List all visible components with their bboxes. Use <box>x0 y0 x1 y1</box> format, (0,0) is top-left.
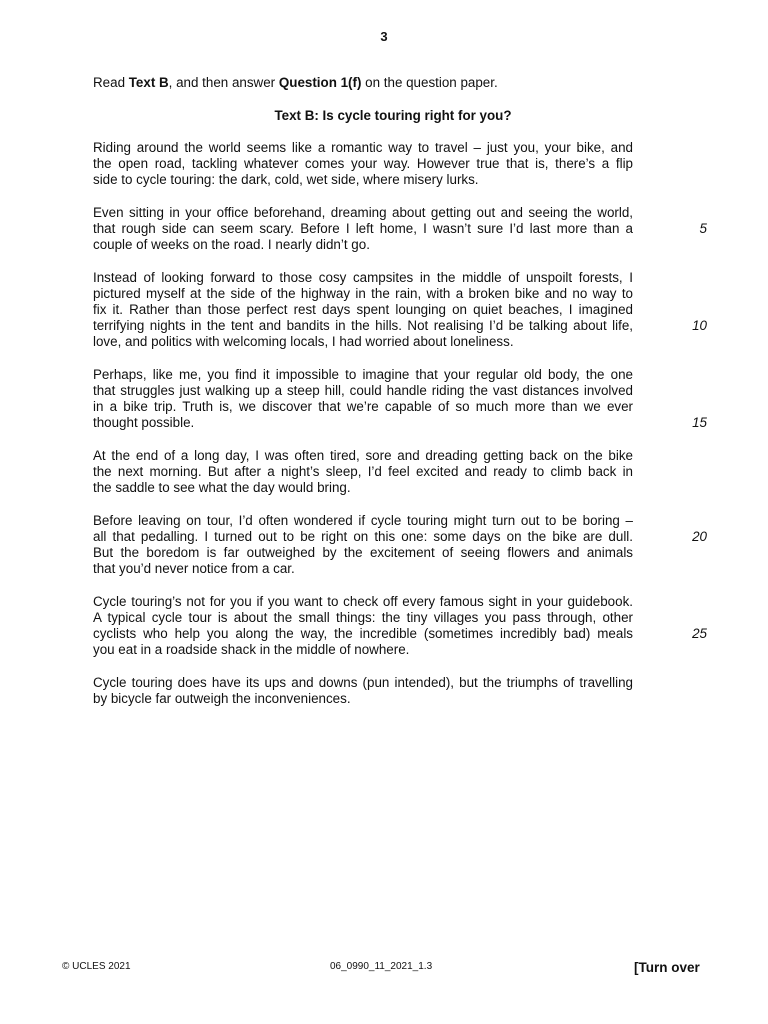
passage-line: the saddle to see what the day would bring. <box>93 480 351 495</box>
passage-line: Before leaving on tour, I’d often wondered if cycle touring might turn out to be boring – <box>93 513 633 528</box>
copyright-notice: © UCLES 2021 <box>62 961 131 972</box>
passage-line: by bicycle far outweigh the inconveniences. <box>93 691 351 706</box>
passage-line: fix it. Rather than those perfect rest days spent lounging on quiet beaches, I imagined <box>93 302 633 317</box>
passage-line: you eat in a roadside shack in the middle of nowhere. <box>93 642 410 657</box>
passage-line: couple of weeks on the road. I nearly didn’t go. <box>93 237 370 252</box>
passage-title: Text B: Is cycle touring right for you? <box>274 108 512 123</box>
passage-line: the open road, tackling whatever comes your way. However true that is, there’s a flip <box>93 156 633 171</box>
passage-line: Cycle touring does have its ups and downs (pun intended), but the triumphs of travelling <box>93 675 633 690</box>
passage-line: Cycle touring’s not for you if you want to check off every famous sight in your guidebook. <box>93 594 633 609</box>
line-number: 5 <box>699 221 707 236</box>
page-number: 3 <box>380 29 388 44</box>
passage-line: that struggles just walking up a steep hill, could handle riding the vast distances involved <box>93 383 633 398</box>
passage-line: cyclists who help you along the way, the incredible (sometimes incredibly bad) meals <box>93 626 633 641</box>
passage-line: in a bike trip. Truth is, we discover that we’re capable of so much more than we ever <box>93 399 633 414</box>
instruction-post: on the question paper. <box>361 75 498 90</box>
question-reference: Question 1(f) <box>278 75 362 90</box>
passage-line: terrifying nights in the tent and bandits in the hills. Not realising I’d be talking about life, <box>93 318 633 333</box>
document-code: 06_0990_11_2021_1.3 <box>330 961 433 972</box>
text-reference: Text B <box>128 75 169 90</box>
passage-line: love, and politics with welcoming locals, I had worried about loneliness. <box>93 334 514 349</box>
passage-line: At the end of a long day, I was often tired, sore and dreading getting back on the bike <box>93 448 633 463</box>
passage-line: A typical cycle tour is about the small things: the tiny villages you pass through, other <box>93 610 633 625</box>
passage-line: But the boredom is far outweighed by the excitement of seeing flowers and animals <box>93 545 633 560</box>
passage-line: that rough side can seem scary. Before I left home, I wasn’t sure I’d last more than a <box>93 221 633 236</box>
passage-line: all that pedalling. I turned out to be right on this one: some days on the bike are dull. <box>93 529 633 544</box>
passage-line: the next morning. But after a night’s sleep, I’d feel excited and ready to climb back in <box>93 464 633 479</box>
passage-line: Even sitting in your office beforehand, dreaming about getting out and seeing the world, <box>93 205 633 220</box>
turn-over-label: [Turn over <box>634 960 700 975</box>
passage-line: that you’d never notice from a car. <box>93 561 295 576</box>
passage-line: pictured myself at the side of the highway in the rain, with a broken bike and no way to <box>93 286 633 301</box>
passage-line: Perhaps, like me, you find it impossible to imagine that your regular old body, the one <box>93 367 633 382</box>
line-number: 15 <box>692 415 707 430</box>
instruction <box>93 75 653 91</box>
line-number: 25 <box>692 626 707 641</box>
passage-line: Riding around the world seems like a romantic way to travel – just you, your bike, and <box>93 140 633 155</box>
instruction-mid: , and then answer <box>168 75 279 90</box>
passage-line: Instead of looking forward to those cosy campsites in the middle of unspoilt forests, I <box>93 270 633 285</box>
line-number: 20 <box>692 529 707 544</box>
passage-line: thought possible. <box>93 415 195 430</box>
line-number: 10 <box>692 318 707 333</box>
passage-line: side to cycle touring: the dark, cold, wet side, where misery lurks. <box>93 172 479 187</box>
instruction-pre: Read <box>93 75 129 90</box>
